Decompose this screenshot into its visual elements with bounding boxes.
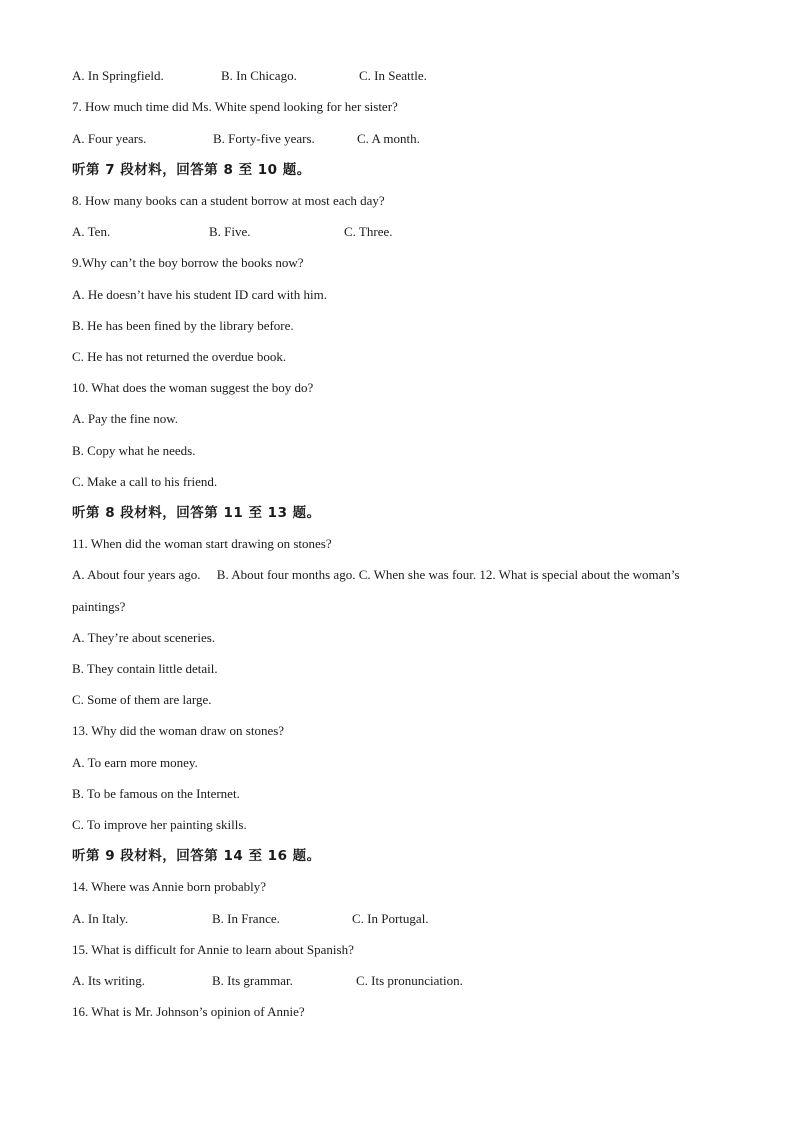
section-8-heading: 听第 8 段材料，回答第 11 至 13 题。 (72, 505, 321, 521)
q13-option-b: B. To be famous on the Internet. (72, 786, 240, 801)
q14-option-b: B. In France. (212, 911, 280, 926)
q9-option-a: A. He doesn’t have his student ID card with him. (72, 287, 328, 302)
q10-option-b: B. Copy what he needs. (72, 443, 196, 458)
section-7-heading: 听第 7 段材料，回答第 8 至 10 题。 (72, 162, 311, 178)
q6-option-c: C. In Seattle. (359, 68, 427, 83)
q15-question: 15. What is difficult for Annie to learn about Spanish? (72, 942, 354, 957)
q9-question: 9.Why can’t the boy borrow the books now? (72, 255, 304, 270)
q14-option-c: C. In Portugal. (352, 911, 429, 926)
q16-question: 16. What is Mr. Johnson’s opinion of Annie? (72, 1004, 305, 1019)
q15-option-a: A. Its writing. (72, 973, 145, 988)
q13-question: 13. Why did the woman draw on stones? (72, 723, 285, 738)
q7-option-a: A. Four years. (72, 131, 147, 146)
section-9-heading: 听第 9 段材料，回答第 14 至 16 题。 (72, 848, 321, 864)
q11-question: 11. When did the woman start drawing on stones? (72, 536, 332, 551)
q8-option-c: C. Three. (344, 224, 393, 239)
q10-option-c: C. Make a call to his friend. (72, 474, 218, 489)
q15-option-b: B. Its grammar. (212, 973, 293, 988)
q12-option-c: C. Some of them are large. (72, 692, 212, 707)
q7-option-b: B. Forty-five years. (213, 131, 315, 146)
q8-option-a: A. Ten. (72, 224, 111, 239)
q12-option-b: B. They contain little detail. (72, 661, 218, 676)
q13-option-a: A. To earn more money. (72, 755, 198, 770)
q8-option-b: B. Five. (209, 224, 251, 239)
q8-question: 8. How many books can a student borrow at most each day? (72, 193, 385, 208)
q9-option-b: B. He has been fined by the library before. (72, 318, 294, 333)
q9-option-c: C. He has not returned the overdue book. (72, 349, 287, 364)
q13-option-c: C. To improve her painting skills. (72, 817, 247, 832)
q14-option-a: A. In Italy. (72, 911, 129, 926)
q7-option-c: C. A month. (357, 131, 420, 146)
q12-question-continuation: paintings? (72, 599, 126, 614)
q14-question: 14. Where was Annie born probably? (72, 879, 266, 894)
q12-option-a: A. They’re about sceneries. (72, 630, 216, 645)
q10-question: 10. What does the woman suggest the boy do? (72, 380, 314, 395)
q10-option-a: A. Pay the fine now. (72, 411, 179, 426)
q15-option-c: C. Its pronunciation. (356, 973, 463, 988)
q7-question: 7. How much time did Ms. White spend looking for her sister? (72, 99, 398, 114)
q6-option-b: B. In Chicago. (221, 68, 297, 83)
q11-options-line: A. About four years ago. B. About four months ago. C. When she was four. 12. What is special about the woman’s (72, 567, 680, 582)
q6-option-a: A. In Springfield. (72, 68, 164, 83)
